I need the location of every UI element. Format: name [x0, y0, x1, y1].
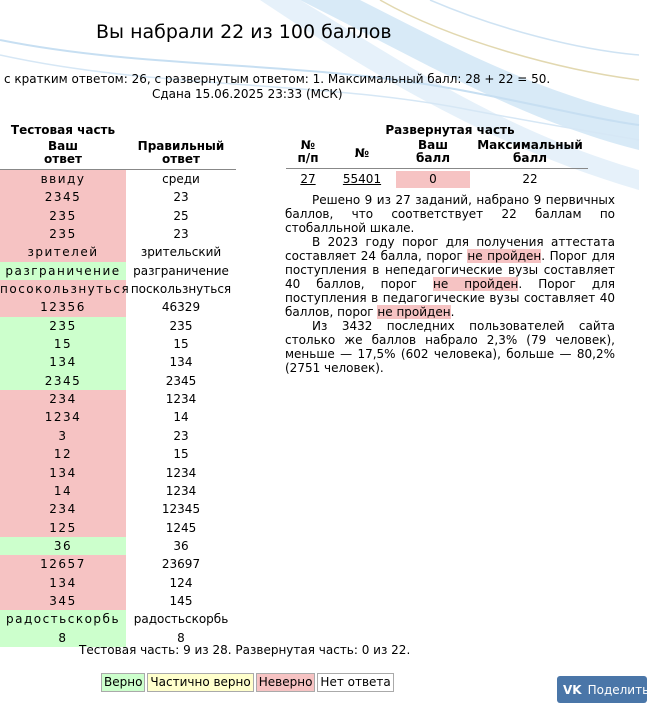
test-part-header [0, 138, 240, 169]
color-legend [101, 673, 396, 692]
table-row [0, 280, 240, 298]
answers-list [0, 170, 240, 647]
table-row [0, 519, 240, 537]
table-row [0, 537, 240, 555]
your-answer-cell: 134 [0, 574, 126, 592]
col-correct-answer: Правильный ответ [137, 139, 225, 166]
correct-answer-cell: 23 [173, 227, 189, 242]
table-row [0, 262, 240, 280]
summary-solved: Решено 9 из 27 заданий, набрано 9 первичных баллов, что соответствует 22 баллам по стобалльной шкале. [285, 193, 615, 235]
your-answer-cell: ввиду [0, 170, 126, 188]
score-breakdown: с кратким ответом: 26, с развернутым ответом: 1. Максимальный балл: 28 + 22 = 50. [4, 72, 551, 86]
your-score-cell: 0 [396, 171, 470, 188]
correct-answer-cell: 145 [169, 593, 193, 608]
correct-answer-cell: 235 [169, 318, 193, 333]
table-row [0, 353, 240, 371]
table-row [0, 188, 240, 206]
table-row [0, 427, 240, 445]
your-answer-cell: 1234 [0, 408, 126, 426]
table-row [0, 170, 240, 188]
table-row [0, 555, 240, 573]
correct-answer-cell: 36 [173, 538, 189, 553]
table-row [0, 207, 240, 225]
your-answer-cell: 36 [0, 537, 126, 555]
your-answer-cell: 125 [0, 519, 126, 537]
your-answer-cell: 134 [0, 353, 126, 371]
max-score-cell: 22 [522, 172, 538, 186]
result-summary [285, 193, 615, 375]
extended-part-title: Развернутая часть [385, 123, 515, 137]
col-your-answer: Ваш ответ [44, 139, 82, 166]
legend-wrong: Неверно [256, 673, 316, 692]
status-badge: не пройден [433, 277, 519, 291]
correct-answer-cell: зрительский [140, 245, 222, 260]
your-answer-cell: 2345 [0, 188, 126, 206]
your-answer-cell: радостьскорбь [0, 610, 126, 628]
your-answer-cell: 345 [0, 592, 126, 610]
correct-answer-cell: 23 [173, 428, 189, 443]
test-part-table [0, 123, 240, 647]
table-row [0, 390, 240, 408]
your-answer-cell: 2345 [0, 372, 126, 390]
correct-answer-cell: поскользнуться [130, 282, 232, 297]
table-row [0, 445, 240, 463]
your-answer-cell: разграничение [0, 262, 126, 280]
status-badge: не пройден [377, 305, 451, 319]
table-row [0, 372, 240, 390]
correct-answer-cell: разграничение [133, 263, 229, 278]
share-label: Поделиться [587, 682, 663, 697]
your-answer-cell: зрителей [0, 243, 126, 261]
correct-answer-cell: 25 [173, 208, 189, 223]
col-your-score: Ваш балл [415, 138, 451, 165]
correct-answer-cell: 23 [173, 190, 189, 205]
your-answer-cell: 134 [0, 464, 126, 482]
legend-correct: Верно [101, 673, 145, 692]
test-part-title: Тестовая часть [10, 123, 116, 137]
your-answer-cell: 234 [0, 390, 126, 408]
legend-partial: Частично верно [147, 673, 253, 692]
your-answer-cell: 234 [0, 500, 126, 518]
table-row [0, 464, 240, 482]
your-answer-cell: 14 [0, 482, 126, 500]
correct-answer-cell: 2345 [165, 373, 197, 388]
correct-answer-cell: 1245 [165, 520, 197, 535]
correct-answer-cell: 1234 [165, 392, 197, 407]
your-answer-cell: 8 [0, 629, 126, 647]
your-answer-cell: 235 [0, 225, 126, 243]
table-row [0, 317, 240, 335]
correct-answer-cell: радостьскорбь [133, 612, 229, 627]
table-row [0, 500, 240, 518]
vk-logo-icon: VK [563, 682, 582, 697]
summary-statistics: Из 3432 последних пользователей сайта столько же баллов набрало 2,3% (79 человек), меньше — 17,5% (602 человека), больше — 80,2% (2751 человек). [285, 319, 615, 375]
correct-answer-cell: 12345 [161, 502, 201, 517]
table-row [0, 243, 240, 261]
share-button[interactable] [557, 676, 663, 703]
correct-answer-cell: 14 [173, 410, 189, 425]
table-cell [286, 171, 330, 188]
table-row [0, 610, 240, 628]
correct-answer-cell: среди [162, 172, 200, 186]
score-footer: Тестовая часть: 9 из 28. Развернутая часть: 0 из 22. [79, 643, 411, 657]
table-row [0, 408, 240, 426]
your-answer-cell: 12356 [0, 298, 126, 316]
col-max-score: Максимальный балл [477, 138, 583, 165]
status-badge: не пройден [467, 249, 542, 263]
your-answer-cell: 3 [0, 427, 126, 445]
legend-no-answer: Нет ответа [317, 673, 393, 692]
your-answer-cell: 235 [0, 317, 126, 335]
table-row [0, 298, 240, 316]
table-row [0, 574, 240, 592]
table-row [0, 335, 240, 353]
correct-answer-cell: 15 [173, 447, 189, 462]
your-answer-cell: 12 [0, 445, 126, 463]
correct-answer-cell: 23697 [161, 557, 201, 572]
col-task-number: № п/п [297, 138, 319, 165]
correct-answer-cell: 1234 [165, 465, 197, 480]
correct-answer-cell: 15 [173, 337, 189, 352]
table-row [0, 225, 240, 243]
summary-thresholds: В 2023 году порог для получения аттестата составляет 24 балла, порог не пройден. Порог для поступления в непедагогические вузы составляет 40 баллов, порог не пройден. Порог для поступления в педагогические вузы составляет 40 баллов, порог не пройден. [285, 235, 616, 319]
correct-answer-cell: 1234 [165, 483, 197, 498]
correct-answer-cell: 124 [169, 575, 193, 590]
table-row [0, 592, 240, 610]
submission-date: Сдана 15.06.2025 23:33 (МСК) [152, 87, 343, 101]
your-answer-cell: 15 [0, 335, 126, 353]
your-answer-cell: посокользнуться [0, 280, 126, 298]
task-number-link[interactable]: 27 [300, 172, 316, 186]
divider [286, 168, 588, 169]
page-title: Вы набрали 22 из 100 баллов [96, 21, 392, 43]
task-id-link[interactable]: 55401 [342, 172, 382, 186]
table-row [0, 482, 240, 500]
table-cell [332, 171, 392, 188]
col-task-id: № [354, 146, 370, 160]
your-answer-cell: 235 [0, 207, 126, 225]
your-answer-cell: 12657 [0, 555, 126, 573]
correct-answer-cell: 134 [169, 355, 193, 370]
correct-answer-cell: 46329 [161, 300, 201, 315]
correct-answer-cell: 8 [177, 630, 185, 645]
